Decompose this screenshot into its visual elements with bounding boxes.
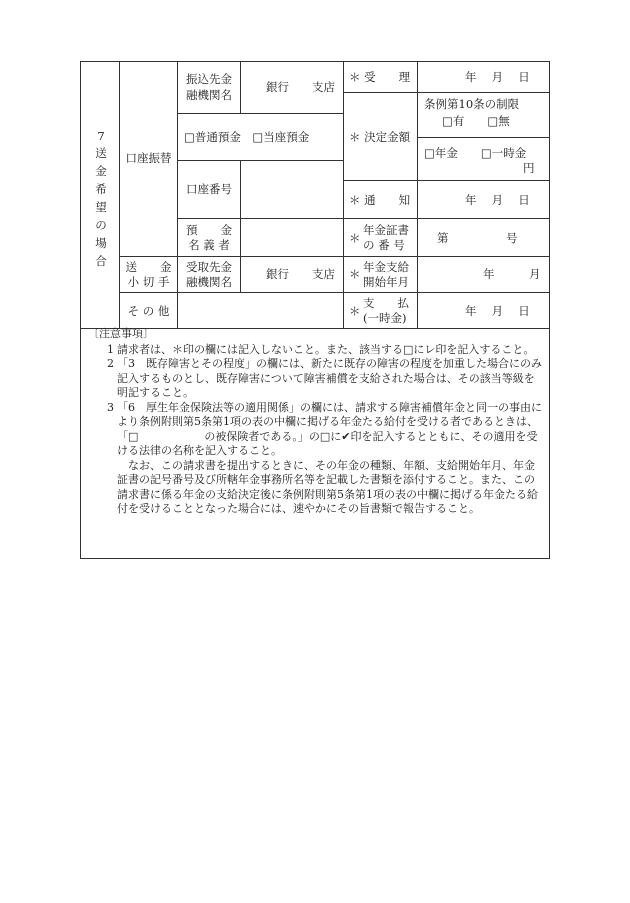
grid-line: [417, 92, 418, 180]
transfer-label: 口座振替: [125, 151, 172, 165]
start-label-line1: 年金支給: [363, 260, 409, 274]
payment-date: 年 月 日: [465, 304, 530, 318]
grid-line: [343, 61, 344, 328]
grid-line: [343, 92, 550, 93]
check-label-line1: 送 金: [125, 260, 172, 274]
grid-line: [119, 292, 343, 293]
grid-line: [343, 256, 550, 257]
note-item: 2 「3 既存障害とその程度」の欄には、新たに既存の障害の程度を加重した場合にのみ記入するものとし、既存障害について障害補償を支給された場合は、その該当等級を明記すること。: [107, 357, 542, 399]
notes-heading: 〔注意事項〕: [88, 327, 154, 340]
grid-line: [240, 256, 241, 292]
check-bank-label-line2: 融機関名: [186, 275, 232, 289]
notice-label: ＊ 通 知: [349, 193, 411, 207]
payment-star: ＊: [349, 304, 361, 318]
grid-line: [119, 256, 343, 257]
section-number: 7: [97, 129, 105, 143]
start-star: ＊: [349, 267, 361, 281]
grid-line: [177, 218, 343, 219]
grid-line: [177, 113, 343, 114]
transfer-bank-label-line2: 融機関名: [186, 88, 232, 102]
grid-line: [343, 180, 550, 181]
grid-line: [240, 218, 241, 256]
grid-line: [417, 137, 550, 138]
receipt-label: ＊ 受 理: [349, 70, 411, 84]
notice-date: 年 月 日: [465, 193, 530, 207]
start-label-line2: 開始年月: [363, 275, 409, 289]
cert-label-line2: の 番 号: [363, 238, 405, 252]
account-type-checkboxes[interactable]: □普通預金 □当座預金: [184, 130, 310, 144]
grid-line: [177, 160, 343, 161]
grid-line: [240, 61, 241, 113]
cert-label-line1: 年金証書: [363, 223, 409, 237]
account-holder-label-line2: 名 義 者: [188, 238, 230, 252]
pension-amount-unit: 円: [523, 161, 535, 175]
cert-star: ＊: [349, 231, 361, 245]
payment-label-line2: (一時金): [363, 311, 407, 325]
note-paragraph: なお、この請求書を提出するときに、その年金の種類、年額、支給開始年月、年金証書の記号番号及び所轄年金事務所名等を記載した書類を添付すること。また、この請求書に係る年金の支給決定後に条例附則第5条第1項の表の中欄に掲げる年金たる給付を受けることとなった場合には、速やかにその旨書類で報告すること。: [117, 458, 538, 515]
payment-label-line1: 支 払: [363, 296, 409, 310]
note-item: 3 「6 厚生年金保険法等の適用関係」の欄には、請求する障害補償年金と同一の事由により条例附則第5条第1項の表の中欄に掲げる年金たる給付を受ける者であるときは、「□ の被保険者である。」の□に✔印を記入するとともに、その適用を受ける法律の名称を記入すること。: [107, 400, 542, 457]
other-label: そ の 他: [127, 304, 170, 318]
notes-section: [88, 327, 544, 517]
account-number-label: 口座番号: [186, 182, 232, 196]
receipt-date: 年 月 日: [465, 70, 530, 84]
account-holder-label-line1: 預 金: [186, 223, 232, 237]
transfer-bank-field[interactable]: 銀行 支店: [266, 80, 335, 94]
limit-label: 条例第10条の制限: [424, 97, 520, 111]
grid-line: [417, 61, 418, 92]
grid-line: [343, 218, 550, 219]
grid-line: [240, 160, 241, 218]
start-year-month: 年 月: [483, 267, 541, 281]
cert-number: 第 号: [437, 231, 518, 245]
decision-amount-label: ＊ 決定金額: [349, 130, 411, 144]
grid-line: [343, 292, 550, 293]
note-item: 1 請求者は、＊印の欄には記入しないこと。また、該当する□にレ印を記入すること。: [107, 342, 535, 356]
check-bank-field[interactable]: 銀行 支店: [266, 267, 335, 281]
pension-type-checkboxes[interactable]: □年金 □一時金: [424, 146, 527, 160]
limit-checkboxes[interactable]: □有 □無: [442, 114, 510, 128]
section-title-vertical: 送 金 希 望 の 場 合: [95, 146, 107, 268]
grid-line: [417, 180, 418, 328]
check-bank-label-line1: 受取先金: [186, 260, 232, 274]
transfer-bank-label-line1: 振込先金: [186, 72, 232, 86]
check-label-line2: 小 切 手: [127, 275, 170, 289]
